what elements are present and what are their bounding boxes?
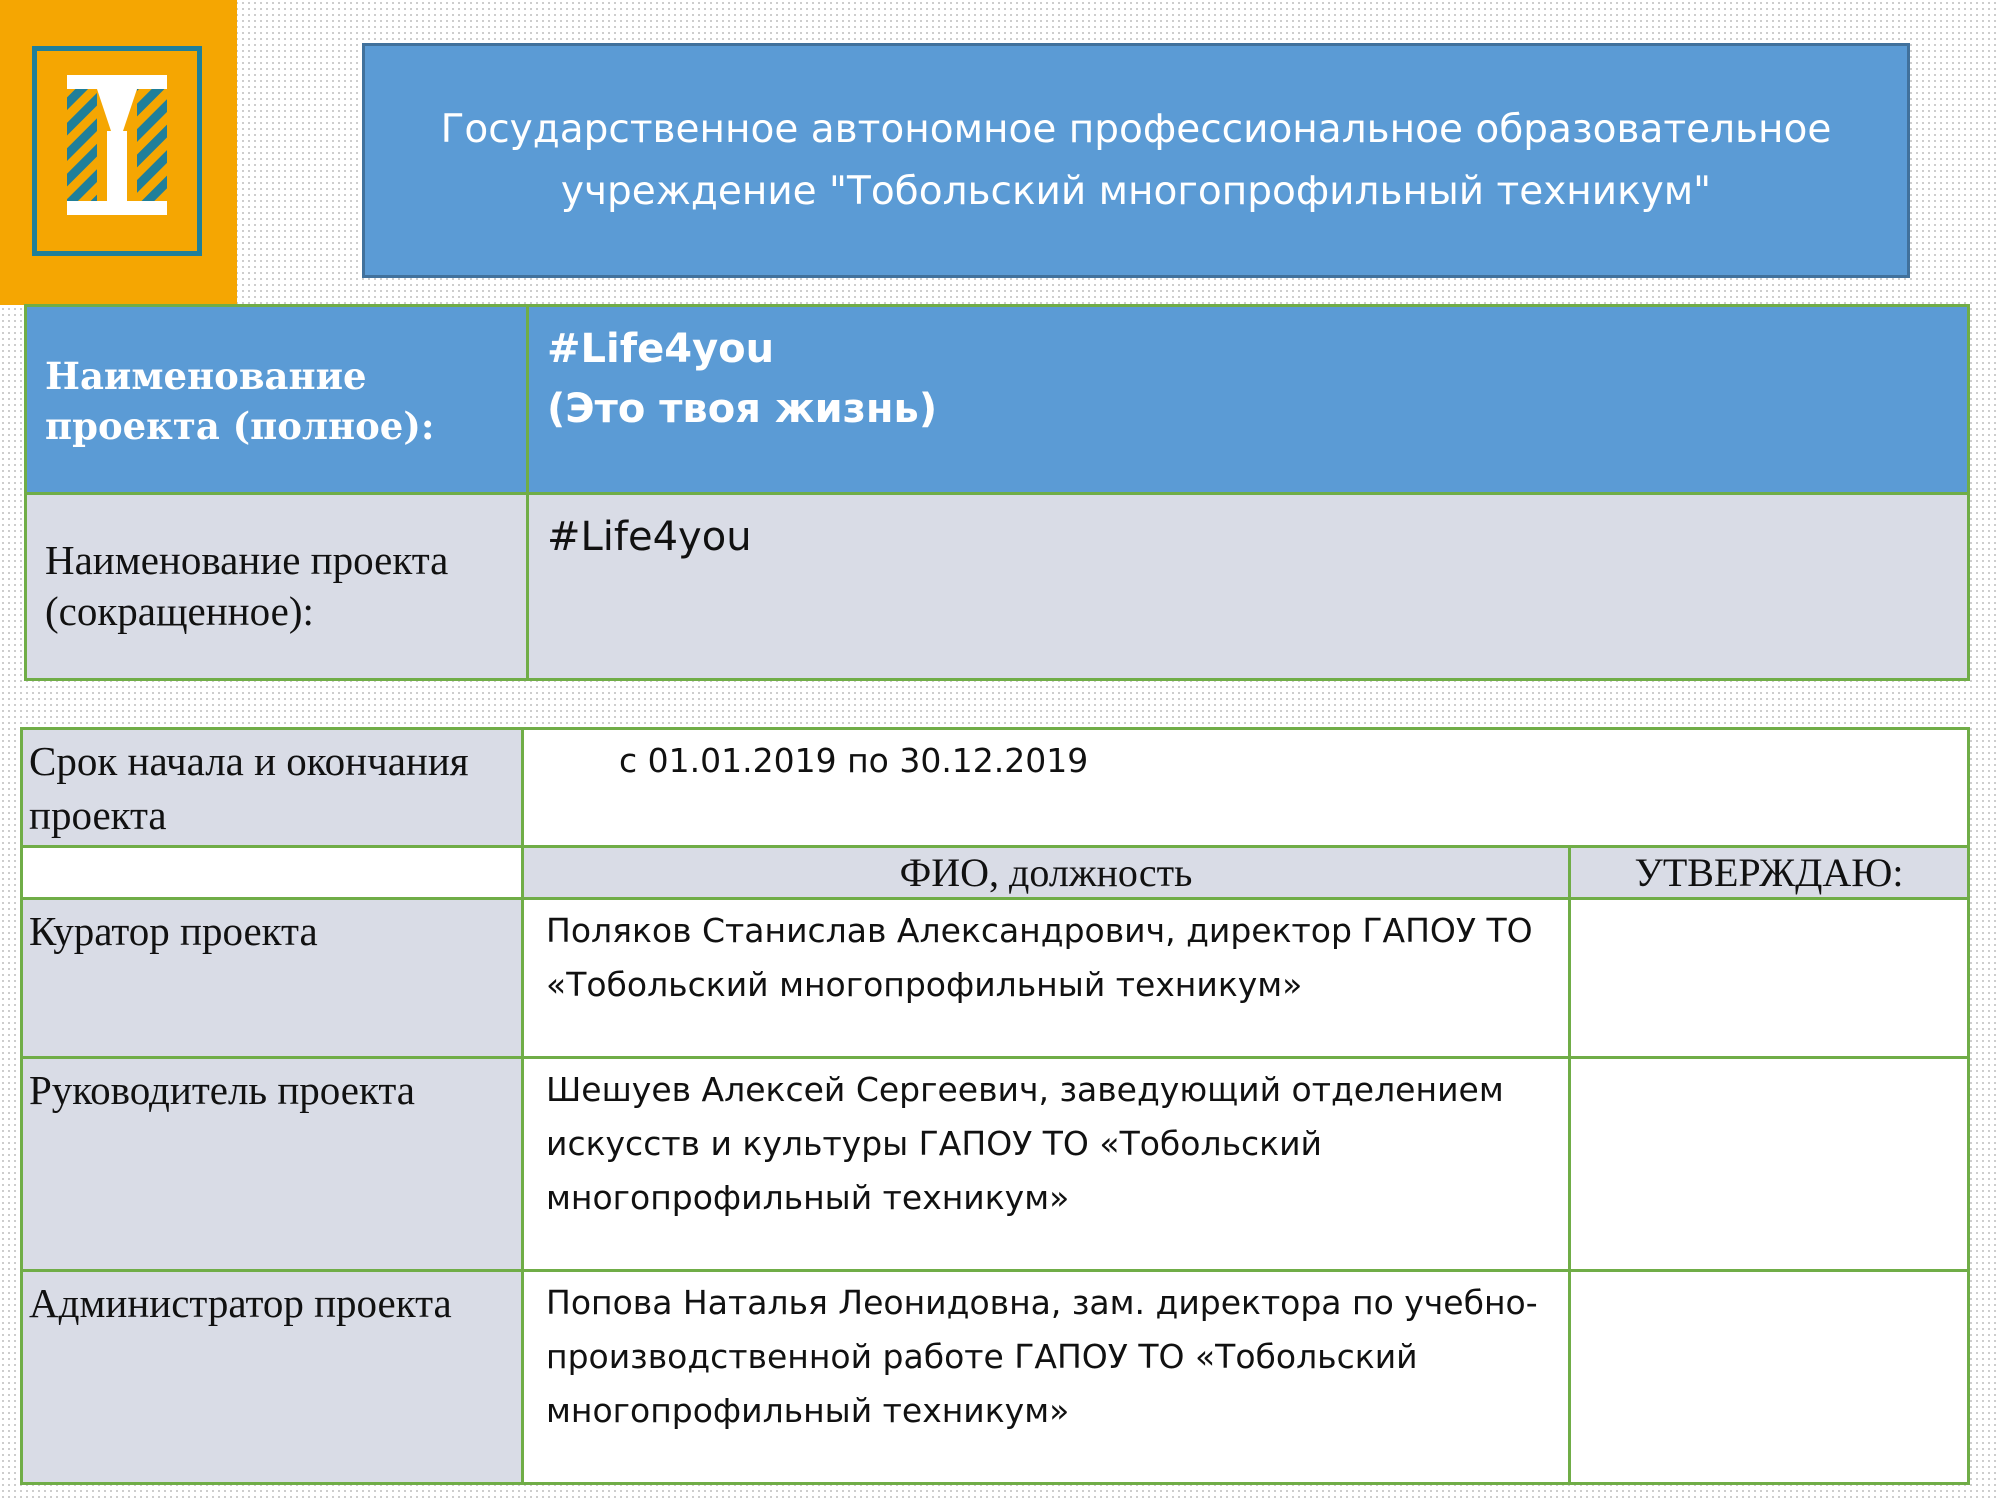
institution-logo xyxy=(32,46,202,256)
role-label: Руководитель проекта xyxy=(22,1058,523,1271)
name-position-header: ФИО, должность xyxy=(523,847,1570,899)
person-info: Поляков Станислав Александрович, директор ГАПОУ ТО «Тобольский многопрофильный техникум» xyxy=(523,899,1570,1058)
full-name-row xyxy=(26,306,1969,494)
short-name-label: Наименование проекта (сокращенное): xyxy=(26,494,528,680)
full-name-value-line1: #Life4you xyxy=(547,326,775,372)
full-name-label: Наименование проекта (полное): xyxy=(26,306,528,494)
full-name-value xyxy=(528,306,1969,494)
table-row xyxy=(22,899,1969,1058)
project-names-table xyxy=(24,304,1970,681)
role-label: Администратор проекта xyxy=(22,1271,523,1484)
institution-header xyxy=(362,43,1910,278)
term-row xyxy=(22,729,1969,847)
column-header-row xyxy=(22,847,1969,899)
table-row xyxy=(22,1058,1969,1271)
approve-cell xyxy=(1570,1058,1969,1271)
short-name-value: #Life4you xyxy=(528,494,1969,680)
logo-letter-icon xyxy=(37,51,197,251)
approve-cell xyxy=(1570,1271,1969,1484)
full-name-value-line2: (Это твоя жизнь) xyxy=(547,386,938,432)
table-row xyxy=(22,1271,1969,1484)
project-details-table xyxy=(20,727,1970,1485)
person-info: Попова Наталья Леонидовна, зам. директора по учебно-производственной работе ГАПОУ ТО «Тобольский многопрофильный техникум» xyxy=(523,1271,1570,1484)
institution-title: Государственное автономное профессиональное образовательное учреждение "Тобольский многопрофильный техникум" xyxy=(440,106,1832,214)
person-info: Шешуев Алексей Сергеевич, заведующий отделением искусств и культуры ГАПОУ ТО «Тобольский многопрофильный техникум» xyxy=(523,1058,1570,1271)
approve-cell xyxy=(1570,899,1969,1058)
role-label: Куратор проекта xyxy=(22,899,523,1058)
approve-header: УТВЕРЖДАЮ: xyxy=(1570,847,1969,899)
header-empty-cell xyxy=(22,847,523,899)
term-value: с 01.01.2019 по 30.12.2019 xyxy=(523,729,1969,847)
logo-block xyxy=(0,0,237,305)
term-label: Срок начала и окончания проекта xyxy=(22,729,523,847)
short-name-row xyxy=(26,494,1969,680)
